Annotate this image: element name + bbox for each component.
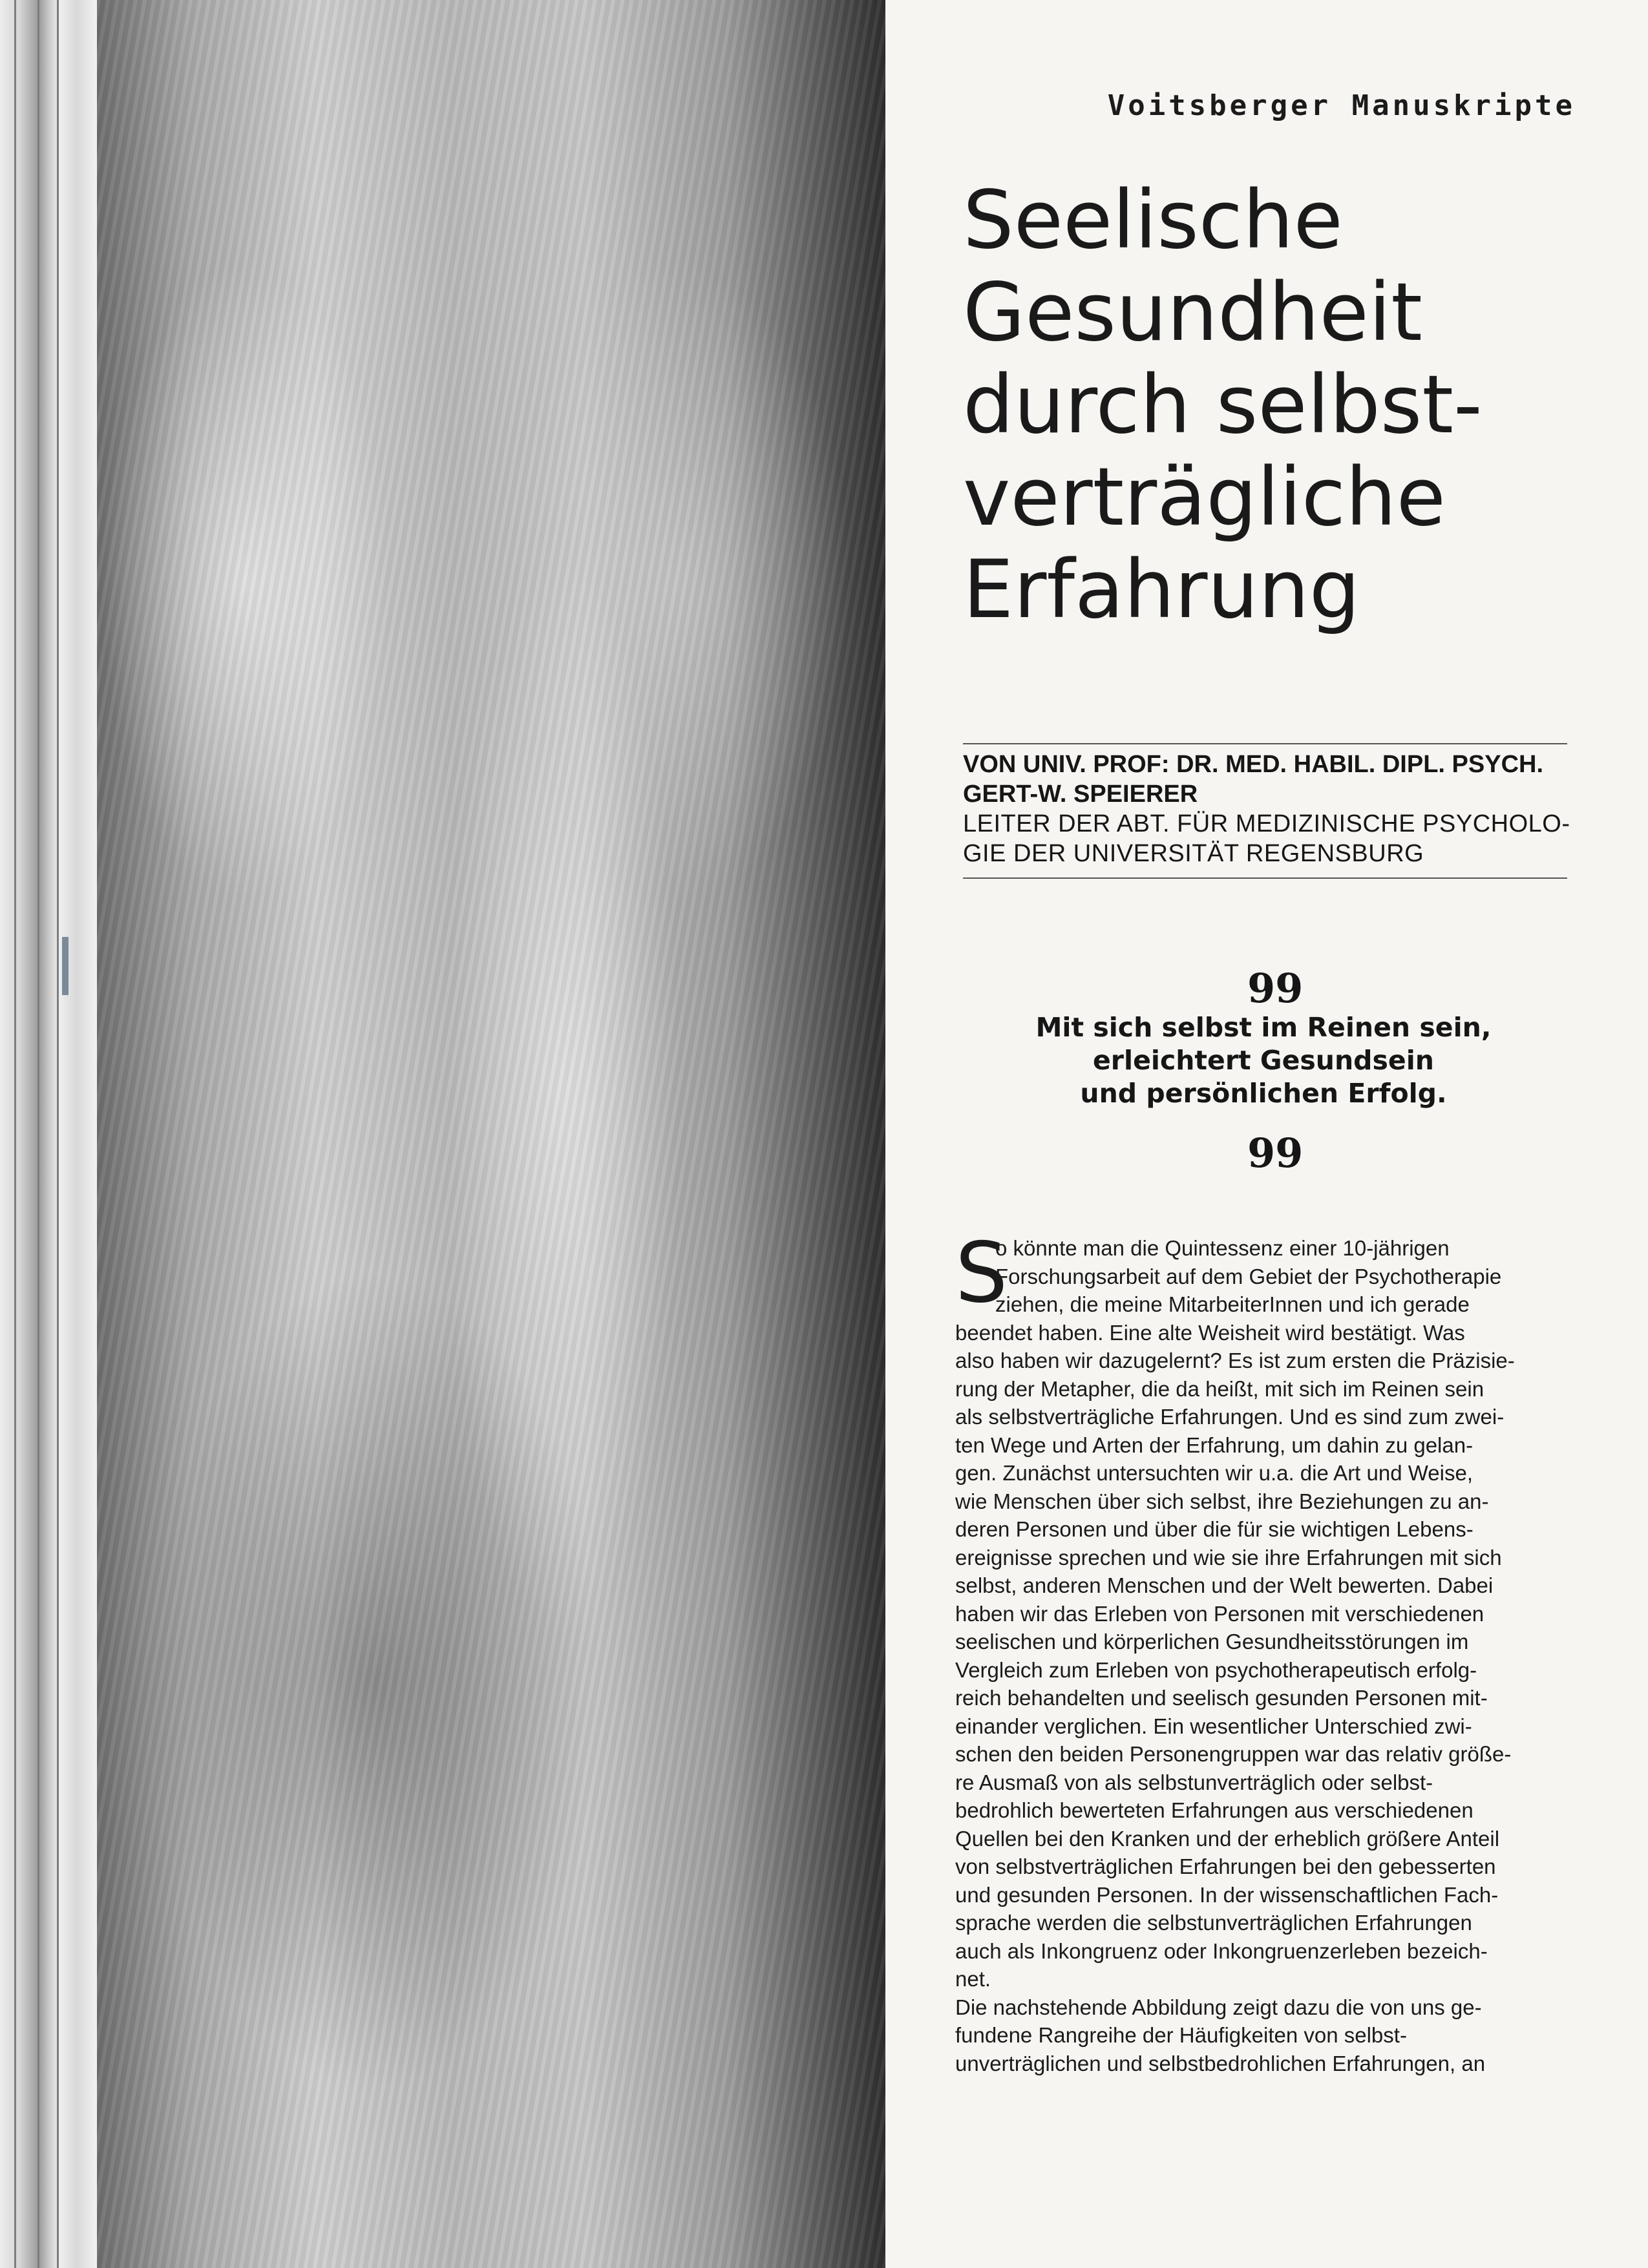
drop-cap: S (955, 1225, 1008, 1321)
body-line: und gesunden Personen. In der wissenschaftlichen Fach- (955, 1882, 1499, 1907)
spine-line (14, 0, 16, 2268)
title-line: Erfahrung (963, 543, 1360, 636)
spine-line (37, 0, 39, 2268)
series-label: Voitsberger Manuskripte (1107, 89, 1576, 122)
pull-quote (995, 1011, 1532, 1110)
body-line: also haben wir dazugelernt? Es ist zum ersten die Präzisie- (955, 1349, 1515, 1372)
body-line: als selbstverträgliche Erfahrungen. Und es sind zum zwei- (955, 1405, 1505, 1429)
body-line: auch als Inkongruenz oder Inkongruenzerleben bezeich- (955, 1938, 1488, 1963)
body-line: haben wir das Erleben von Personen mit verschiedenen (955, 1601, 1484, 1626)
title-line: verträgliche (963, 451, 1446, 544)
body-line: unverträglichen und selbstbedrohlichen Erfahrungen, an (955, 2051, 1486, 2075)
title-line: Seelische (963, 174, 1343, 267)
body-line: reich behandelten und seelisch gesunden Personen mit- (955, 1686, 1488, 1710)
water-photo (97, 0, 885, 2268)
quote-line: erleichtert Gesundsein (1093, 1045, 1434, 1076)
body-line: einander verglichen. Ein wesentlicher Unterschied zwi- (955, 1714, 1472, 1738)
body-line: Die nachstehende Abbildung zeigt dazu die von uns ge- (955, 1995, 1482, 2019)
body-line: ziehen, die meine MitarbeiterInnen und ich gerade (995, 1292, 1470, 1316)
article-title (963, 174, 1583, 636)
body-line: schen den beiden Personengruppen war das relativ größe- (955, 1742, 1512, 1766)
body-line: selbst, anderen Menschen und der Welt bewerten. Dabei (955, 1573, 1494, 1597)
body-line: gen. Zunächst untersuchten wir u.a. die Art und Weise, (955, 1461, 1474, 1485)
author-line: GERT-W. SPEIERER (963, 781, 1198, 808)
spine-mark (62, 937, 69, 995)
quote-open-mark: 99 (1247, 965, 1304, 1012)
body-line: seelischen und körperlichen Gesundheitsstörungen im (955, 1630, 1469, 1654)
quote-line: und persönlichen Erfolg. (1080, 1078, 1447, 1109)
body-line: bedrohlich bewerteten Erfahrungen aus verschiedenen (955, 1798, 1474, 1822)
affiliation-line: LEITER DER ABT. FÜR MEDIZINISCHE PSYCHOLO- (963, 810, 1570, 837)
body-line: wie Menschen über sich selbst, ihre Beziehungen zu an- (955, 1489, 1489, 1513)
quote-line: Mit sich selbst im Reinen sein, (1035, 1012, 1492, 1043)
title-line: durch selbst- (963, 359, 1483, 452)
byline-rule-top (963, 743, 1567, 744)
title-line: Gesundheit (963, 266, 1422, 359)
body-line: deren Personen und über die für sie wichtigen Lebens- (955, 1517, 1474, 1541)
author-line: VON UNIV. PROF: DR. MED. HABIL. DIPL. PSYCH. (963, 751, 1544, 778)
body-line: Quellen bei den Kranken und der erheblich größere Anteil (955, 1826, 1500, 1851)
body-line: re Ausmaß von als selbstunverträglich oder selbst- (955, 1770, 1433, 1794)
body-line: Vergleich zum Erleben von psychotherapeutisch erfolg- (955, 1657, 1477, 1682)
article-body (955, 1225, 1550, 2077)
body-line: Forschungsarbeit auf dem Gebiet der Psychotherapie (995, 1264, 1502, 1288)
body-line: ten Wege und Arten der Erfahrung, um dahin zu gelan- (955, 1433, 1474, 1457)
affiliation-line: GIE DER UNIVERSITÄT REGENSBURG (963, 840, 1424, 867)
body-line: von selbstverträglichen Erfahrungen bei den gebesserten (955, 1854, 1496, 1878)
body-line: ereignisse sprechen und wie sie ihre Erfahrungen mit sich (955, 1545, 1502, 1570)
spine-line (57, 0, 59, 2268)
quote-close-mark: 99 (1247, 1129, 1304, 1177)
body-line: sprache werden die selbstunverträglichen Erfahrungen (955, 1911, 1472, 1935)
byline-rule-bottom (963, 877, 1567, 879)
body-line: net. (955, 1967, 991, 1991)
body-line: beendet haben. Eine alte Weisheit wird bestätigt. Was (955, 1320, 1465, 1345)
page-spine (0, 0, 97, 2268)
byline (963, 750, 1583, 868)
body-line: fundene Rangreihe der Häufigkeiten von selbst- (955, 2023, 1407, 2047)
body-line: o könnte man die Quintessenz einer 10-jährigen (995, 1236, 1450, 1260)
body-line: rung der Metapher, die da heißt, mit sich im Reinen sein (955, 1376, 1484, 1401)
